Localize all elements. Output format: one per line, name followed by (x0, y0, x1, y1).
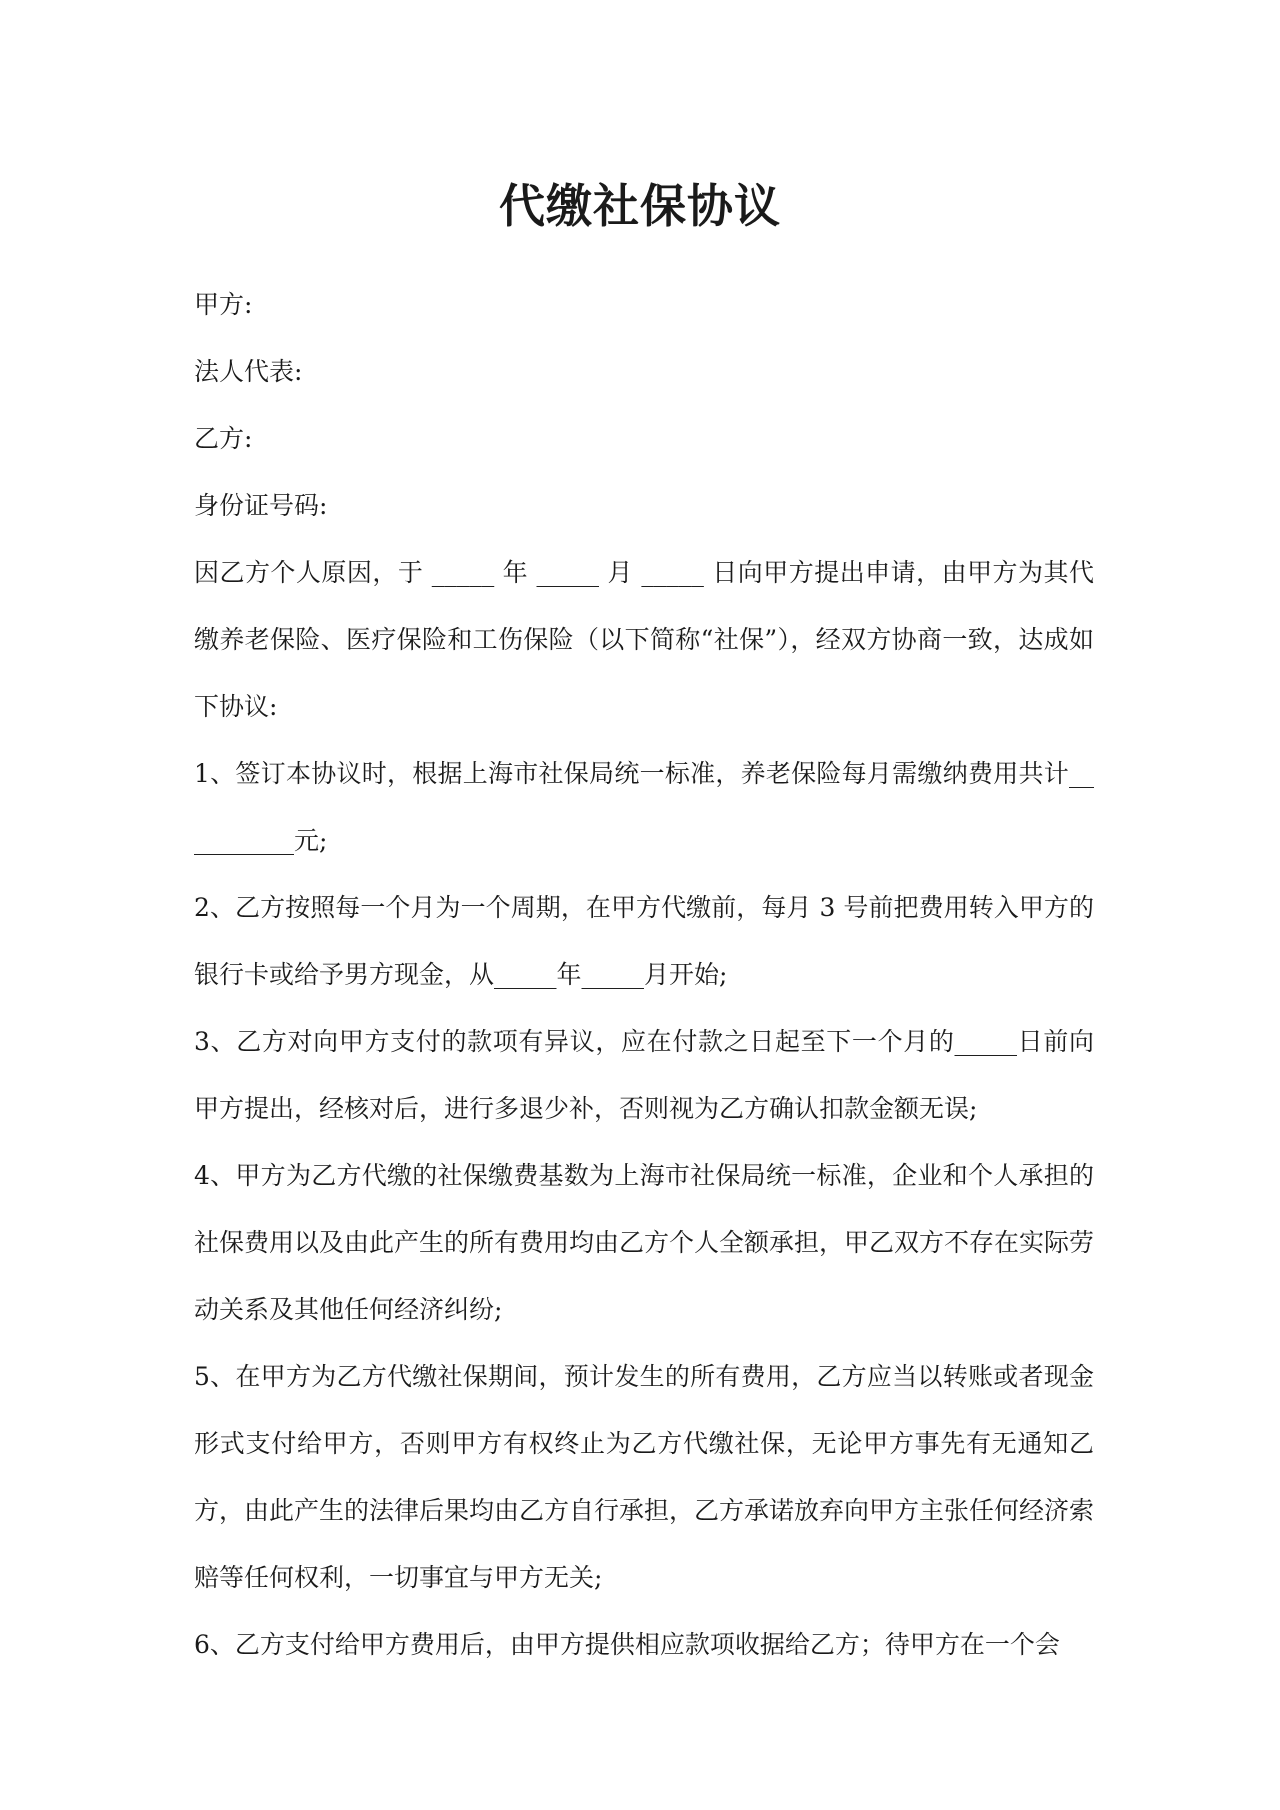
legal-rep-field: 法人代表: (194, 357, 303, 386)
id-number-field: 身份证号码: (194, 491, 328, 520)
party-a-field: 甲方: (194, 290, 253, 319)
clause-2: 2、乙方按照每一个月为一个周期，在甲方代缴前，每月 3 号前把费用转入甲方的银行卡或给予男方现金，从_____年_____月开始; (194, 893, 1094, 989)
intro-paragraph: 因乙方个人原因，于 _____ 年 _____ 月 _____ 日向甲方提出申请，由甲方为其代缴养老保险、医疗保险和工伤保险（以下简称“社保”），经双方协商一致，达成如下协议: (194, 558, 1094, 721)
document-title: 代缴社保协议 (499, 179, 781, 233)
clause-1: 1、签订本协议时，根据上海市社保局统一标准，养老保险每月需缴纳费用共计__________元; (194, 759, 1094, 855)
clause-6: 6、乙方支付给甲方费用后，由甲方提供相应款项收据给乙方；待甲方在一个会 (194, 1630, 1060, 1659)
clause-3: 3、乙方对向甲方支付的款项有异议，应在付款之日起至下一个月的_____日前向甲方提出，经核对后，进行多退少补，否则视为乙方确认扣款金额无误; (194, 1027, 1094, 1123)
document-body (194, 271, 1094, 1678)
party-b-field: 乙方: (194, 424, 253, 453)
clause-4: 4、甲方为乙方代缴的社保缴费基数为上海市社保局统一标准，企业和个人承担的社保费用以及由此产生的所有费用均由乙方个人全额承担，甲乙双方不存在实际劳动关系及其他任何经济纠纷; (194, 1161, 1095, 1324)
clause-5: 5、在甲方为乙方代缴社保期间，预计发生的所有费用，乙方应当以转账或者现金形式支付给甲方，否则甲方有权终止为乙方代缴社保，无论甲方事先有无通知乙方，由此产生的法律后果均由乙方自行承担，乙方承诺放弃向甲方主张任何经济索赔等任何权利，一切事宜与甲方无关; (194, 1362, 1095, 1592)
